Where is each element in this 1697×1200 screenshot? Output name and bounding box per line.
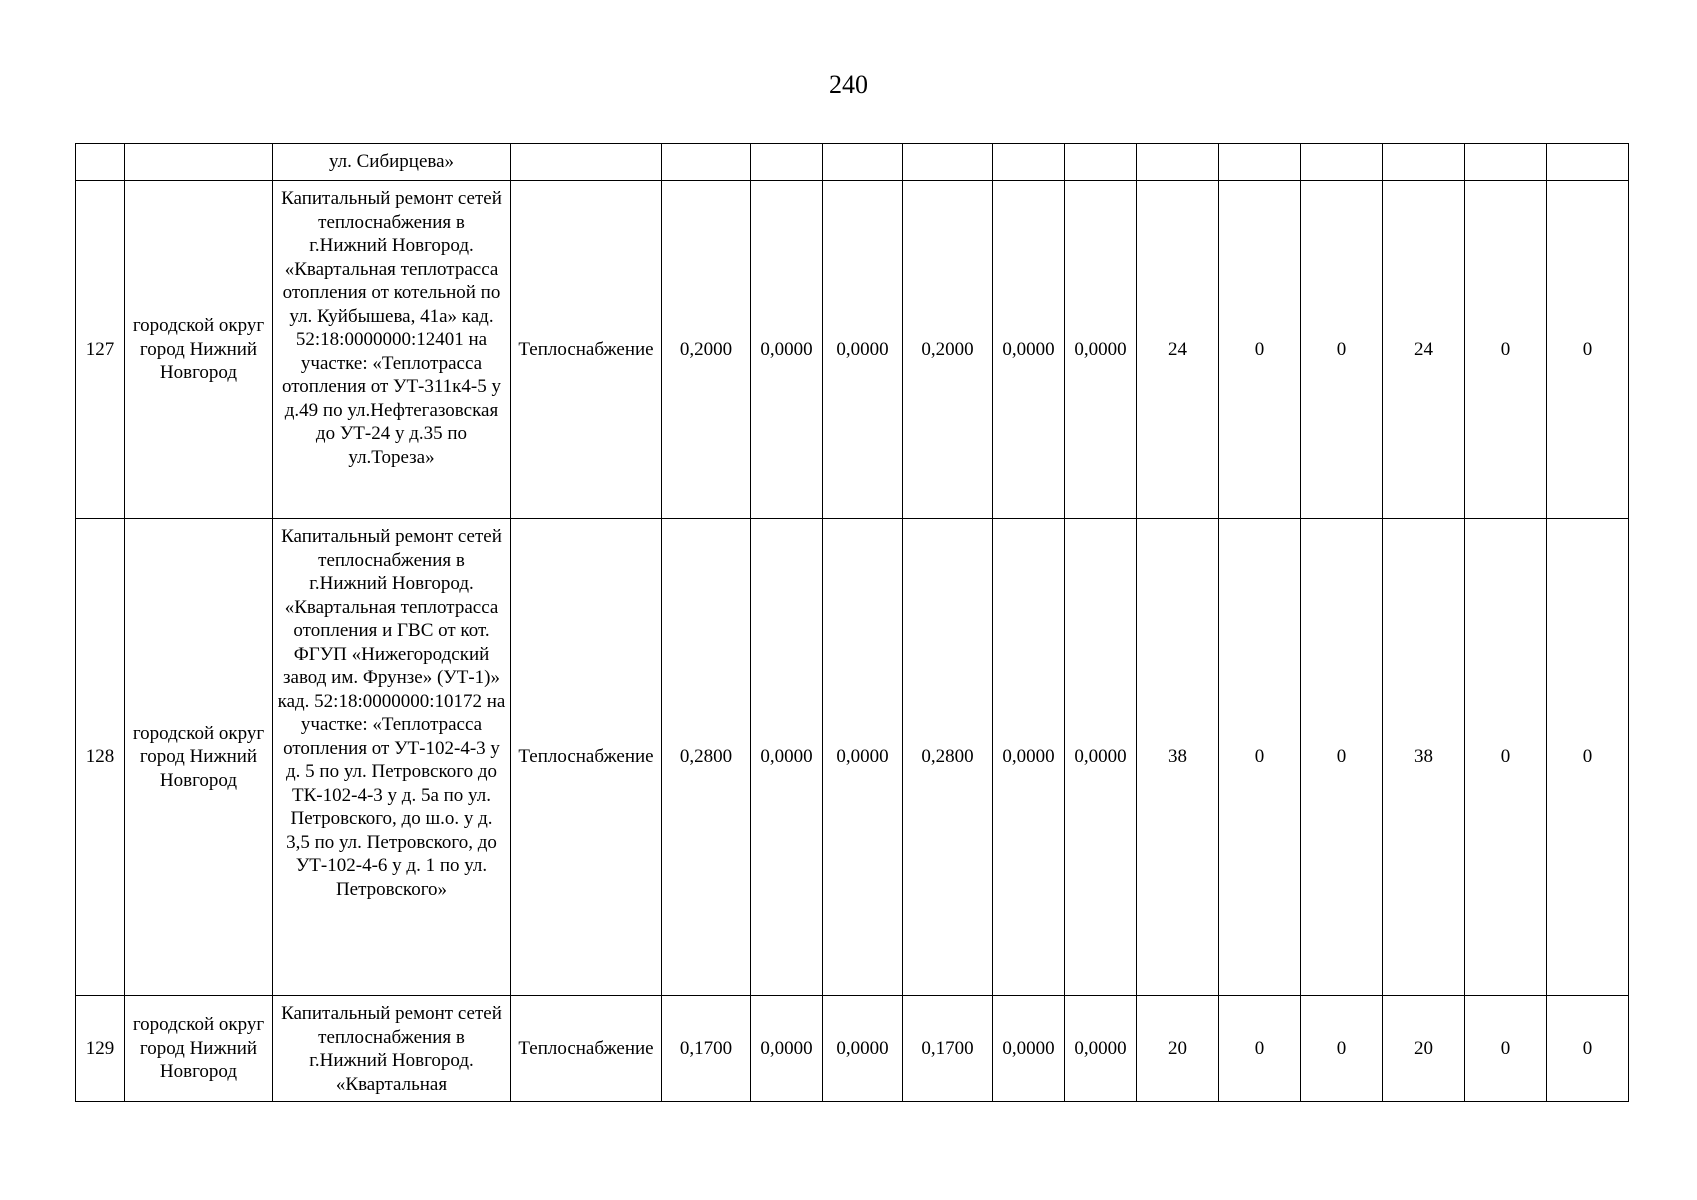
table-row: [76, 144, 1629, 181]
value-cell: 0,0000: [993, 519, 1065, 996]
table-row: [76, 996, 1629, 1102]
value-cell: 0,1700: [903, 996, 993, 1102]
value-cell: 0,0000: [751, 996, 823, 1102]
row-number: [76, 144, 125, 181]
value-cell: 0,0000: [993, 996, 1065, 1102]
value-cell: 0,2000: [903, 181, 993, 519]
count-cell: 38: [1383, 519, 1465, 996]
municipality-cell: городской округ город Нижний Новгород: [125, 519, 273, 996]
count-cell: 0: [1219, 519, 1301, 996]
count-cell: 24: [1137, 181, 1219, 519]
count-cell: 0: [1219, 996, 1301, 1102]
value-cell: [993, 144, 1065, 181]
value-cell: 0,0000: [823, 519, 903, 996]
description-cell: Капитальный ремонт сетей теплоснабжения в г.Нижний Новгород. «Квартальная теплотрасса отопления от котельной по ул. Куйбышева, 41а» кад. 52:18:0000000:12401 на участке: «Теплотрасса отопления от УТ-311к4-5 у д.49 по ул.Нефтегазовская до УТ-24 у д.35 по ул.Тореза»: [273, 181, 511, 519]
value-cell: 0,0000: [751, 181, 823, 519]
value-cell: [751, 144, 823, 181]
count-cell: 38: [1137, 519, 1219, 996]
program-table: [75, 143, 1629, 1102]
count-cell: [1547, 144, 1629, 181]
count-cell: 0: [1547, 181, 1629, 519]
row-number: 127: [76, 181, 125, 519]
count-cell: 20: [1137, 996, 1219, 1102]
value-cell: 0,0000: [1065, 996, 1137, 1102]
value-cell: 0,0000: [1065, 181, 1137, 519]
table-row: [76, 519, 1629, 996]
count-cell: 0: [1465, 519, 1547, 996]
count-cell: 0: [1547, 996, 1629, 1102]
description-cell: Капитальный ремонт сетей теплоснабжения в г.Нижний Новгород. «Квартальная: [273, 996, 511, 1102]
row-number: 129: [76, 996, 125, 1102]
value-cell: 0,0000: [1065, 519, 1137, 996]
table-row: [76, 181, 1629, 519]
supply-type-cell: Теплоснабжение: [511, 996, 662, 1102]
supply-type-cell: [511, 144, 662, 181]
count-cell: 0: [1301, 519, 1383, 996]
count-cell: 0: [1465, 181, 1547, 519]
value-cell: 0,2800: [903, 519, 993, 996]
count-cell: 0: [1301, 181, 1383, 519]
value-cell: 0,0000: [823, 996, 903, 1102]
municipality-cell: городской округ город Нижний Новгород: [125, 181, 273, 519]
description-cell: Капитальный ремонт сетей теплоснабжения в г.Нижний Новгород. «Квартальная теплотрасса отопления и ГВС от кот. ФГУП «Нижегородский завод им. Фрунзе» (УТ-1)» кад. 52:18:0000000:10172 на участке: «Теплотрасса отопления от УТ-102-4-3 у д. 5 по ул. Петровского до ТК-102-4-3 у д. 5а по ул. Петровского, до ш.о. у д. 3,5 по ул. Петровского, до УТ-102-4-6 у д. 1 по ул. Петровского»: [273, 519, 511, 996]
value-cell: [903, 144, 993, 181]
value-cell: [662, 144, 751, 181]
page-number: 240: [829, 70, 868, 99]
count-cell: [1465, 144, 1547, 181]
value-cell: [1065, 144, 1137, 181]
row-number: 128: [76, 519, 125, 996]
value-cell: 0,2000: [662, 181, 751, 519]
value-cell: 0,1700: [662, 996, 751, 1102]
supply-type-cell: Теплоснабжение: [511, 181, 662, 519]
supply-type-cell: Теплоснабжение: [511, 519, 662, 996]
description-cell: ул. Сибирцева»: [273, 144, 511, 181]
value-cell: 0,0000: [993, 181, 1065, 519]
municipality-cell: [125, 144, 273, 181]
count-cell: 0: [1219, 181, 1301, 519]
count-cell: [1137, 144, 1219, 181]
municipality-cell: городской округ город Нижний Новгород: [125, 996, 273, 1102]
value-cell: 0,0000: [823, 181, 903, 519]
count-cell: 0: [1465, 996, 1547, 1102]
value-cell: [823, 144, 903, 181]
count-cell: 0: [1547, 519, 1629, 996]
count-cell: [1301, 144, 1383, 181]
count-cell: 20: [1383, 996, 1465, 1102]
count-cell: 0: [1301, 996, 1383, 1102]
count-cell: 24: [1383, 181, 1465, 519]
value-cell: 0,2800: [662, 519, 751, 996]
value-cell: 0,0000: [751, 519, 823, 996]
count-cell: [1383, 144, 1465, 181]
count-cell: [1219, 144, 1301, 181]
